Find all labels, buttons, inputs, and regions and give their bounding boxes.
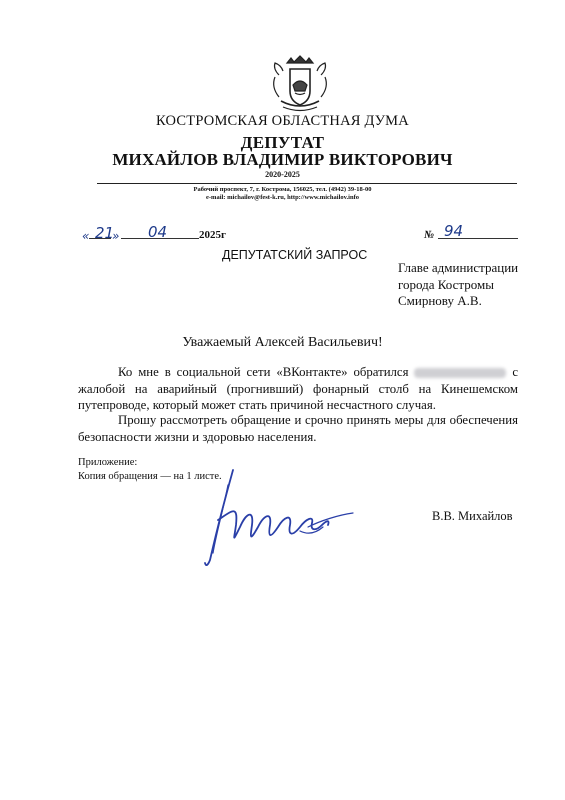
contact-email-web: e-mail: michailov@fest-k.ru, http://www.michailov.info bbox=[205, 194, 359, 201]
body-paragraph-1 bbox=[78, 364, 518, 414]
organization-name: КОСТРОМСКАЯ ОБЛАСТНАЯ ДУМА bbox=[156, 113, 409, 129]
date-open-quote: « bbox=[82, 229, 90, 243]
deputy-name: МИХАЙЛОВ ВЛАДИМИР ВИКТОРОВИЧ bbox=[112, 150, 453, 169]
date-month: 04 bbox=[148, 223, 168, 241]
number-label: № bbox=[424, 229, 435, 241]
number-line bbox=[438, 238, 518, 239]
paragraph-text: Прошу рассмотреть обращение и срочно принять меры для обеспечения безопасности жизни и здоровью населения. bbox=[78, 413, 518, 444]
term-years: 2020-2025 bbox=[265, 170, 300, 179]
coat-of-arms-icon bbox=[265, 55, 335, 115]
signature-icon bbox=[188, 465, 368, 575]
greeting: Уважаемый Алексей Васильевич! bbox=[182, 335, 383, 350]
date-day: 21 bbox=[95, 224, 115, 242]
paragraph-text: Ко мне в социальной сети «ВКонтакте» обратился bbox=[118, 365, 409, 379]
addressee-line: Смирнову А.В. bbox=[398, 293, 482, 308]
redacted-name bbox=[414, 368, 506, 378]
document-type: ДЕПУТАТСКИЙ ЗАПРОС bbox=[222, 248, 368, 262]
body-paragraph-2 bbox=[78, 412, 518, 445]
attachment-title: Приложение: bbox=[78, 457, 138, 468]
date-year: 2025г bbox=[199, 229, 226, 241]
contact-address: Рабочий проспект, 7, г. Кострома, 156025, тел. (4942) 39-18-00 bbox=[193, 186, 372, 193]
deputy-title: ДЕПУТАТ bbox=[240, 133, 325, 152]
date-month-line bbox=[121, 238, 199, 239]
addressee-line: города Костромы bbox=[398, 277, 494, 292]
signer-name: В.В. Михайлов bbox=[432, 509, 513, 523]
attachment-text: Копия обращения — на 1 листе. bbox=[78, 471, 222, 482]
date-day-line bbox=[89, 238, 111, 239]
addressee-line: Главе администрации bbox=[398, 260, 519, 275]
date-close-quote: » bbox=[112, 229, 120, 243]
number-value: 94 bbox=[444, 222, 464, 240]
paragraph-text: с жалобой на аварийный (прогнивший) фонарный столб на Кинешемском путепроводе, который может стать причиной несчастного случая. bbox=[78, 365, 518, 412]
letterhead-divider bbox=[97, 183, 517, 184]
